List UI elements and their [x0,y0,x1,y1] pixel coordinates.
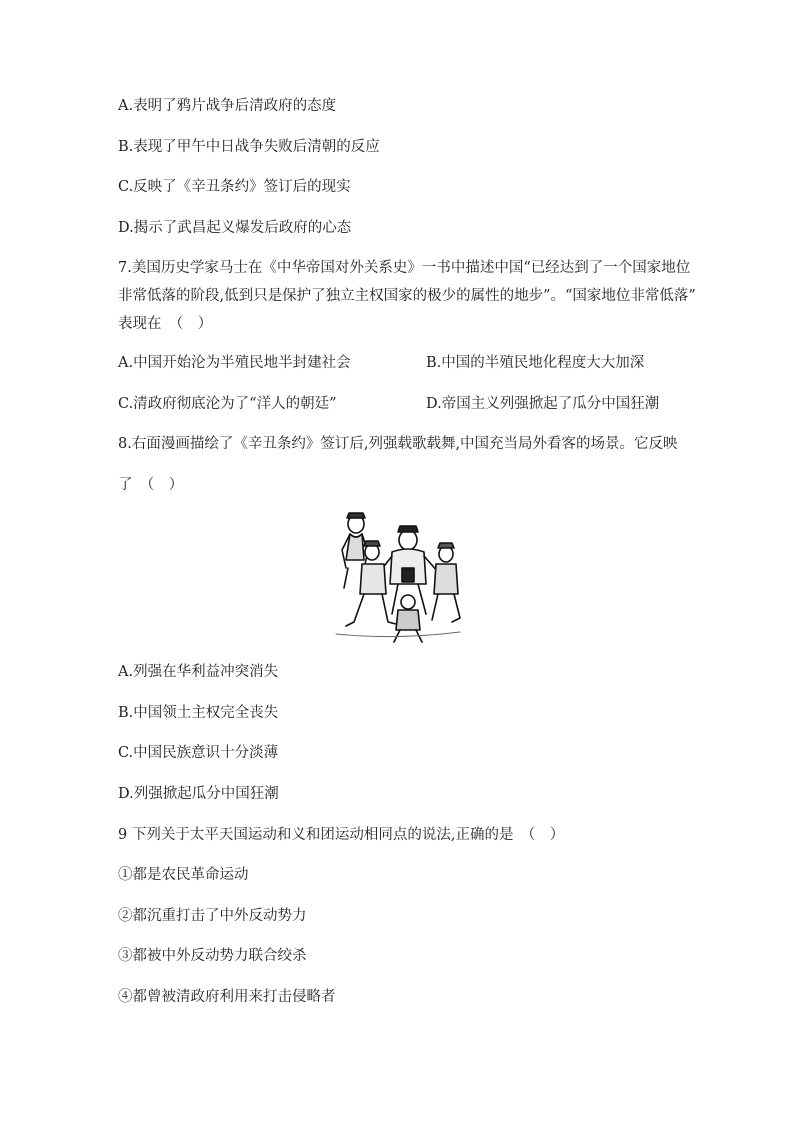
q7-option-b: B.中国的半殖民地化程度大大加深 [426,355,645,371]
q7-option-d: D.帝国主义列强掀起了瓜分中国狂潮 [426,396,660,412]
q6-option-c: C.反映了《辛丑条约》签订后的现实 [118,179,351,195]
q9-item-2: ②都沉重打击了中外反动势力 [118,908,307,924]
q6-option-d: D.揭示了武昌起义爆发后政府的心态 [118,220,352,236]
q9-item-4: ④都曾被清政府利用来打击侵略者 [118,989,336,1005]
q6-option-a: A.表明了鸦片战争后清政府的态度 [118,98,337,114]
q9-item-3: ③都被中外反动势力联合绞杀 [118,948,307,964]
q8-option-c: C.中国民族意识十分淡薄 [118,745,279,761]
q7-stem-line2: 非常低落的阶段,低到只是保护了独立主权国家的极少的属性的地步”。“国家地位非常低落” [118,288,696,304]
powers-dancing-cartoon [326,510,466,644]
q8-stem-line2: 了 （ ） [118,477,184,493]
q8-option-a: A.列强在华利益冲突消失 [118,664,279,680]
q8-stem-line1: 8.右面漫画描绘了《辛丑条约》签订后,列强载歌载舞,中国充当局外看客的场景。它反映 [118,436,678,452]
q9-item-1: ①都是农民革命运动 [118,867,249,883]
q7-stem-line3: 表现在 （ ） [118,316,213,332]
q8-option-d: D.列强掀起瓜分中国狂潮 [118,786,279,802]
q7-option-c: C.清政府彻底沦为了“洋人的朝廷” [118,396,337,412]
q6-option-b: B.表现了甲午中日战争失败后清朝的反应 [118,139,380,155]
q8-option-b: B.中国领土主权完全丧失 [118,705,279,721]
q7-option-a: A.中国开始沦为半殖民地半封建社会 [118,355,351,371]
q7-stem-line1: 7.美国历史学家马士在《中华帝国对外关系史》一书中描述中国“已经达到了一个国家地位 [118,260,691,276]
q9-stem: 9 下列关于太平天国运动和义和团运动相同点的说法,正确的是 （ ） [118,827,565,843]
